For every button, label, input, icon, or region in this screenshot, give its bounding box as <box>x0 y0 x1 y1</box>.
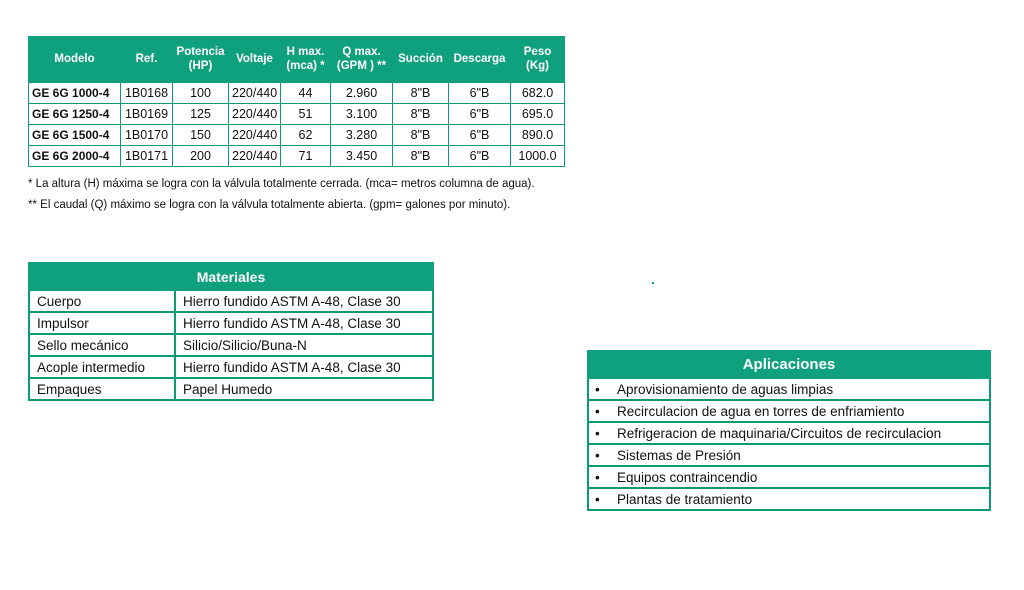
application-label: Sistemas de Presión <box>617 447 741 463</box>
bullet-icon: • <box>595 447 600 463</box>
application-label: Aprovisionamiento de aguas limpias <box>617 381 834 397</box>
cell-qmax: 2.960 <box>331 83 393 104</box>
cell-voltaje: 220/440 <box>229 83 281 104</box>
bullet-icon: • <box>595 491 600 507</box>
cell-succion: 8"B <box>393 104 449 125</box>
cell-descarga: 6"B <box>449 146 511 167</box>
bullet-icon: • <box>595 469 600 485</box>
header-hmax: H max. (mca) * <box>281 36 331 83</box>
material-value: Papel Humedo <box>175 378 433 400</box>
materials-row <box>29 356 433 378</box>
application-item <box>588 466 990 488</box>
cell-potencia: 150 <box>173 125 229 146</box>
material-value: Silicio/Silicio/Buna-N <box>175 334 433 356</box>
cell-hmax: 62 <box>281 125 331 146</box>
material-value: Hierro fundido ASTM A-48, Clase 30 <box>175 312 433 334</box>
material-part: Empaques <box>29 378 175 400</box>
footnote-qmax: ** El caudal (Q) máximo se logra con la válvula totalmente abierta. (gpm= galones por minuto). <box>28 199 511 211</box>
cell-descarga: 6"B <box>449 83 511 104</box>
cell-voltaje: 220/440 <box>229 125 281 146</box>
material-part: Acople intermedio <box>29 356 175 378</box>
cell-potencia: 200 <box>173 146 229 167</box>
cell-ref: 1B0168 <box>121 83 173 104</box>
bullet-icon: • <box>595 403 600 419</box>
cell-modelo: GE 6G 2000-4 <box>29 146 121 167</box>
material-part: Cuerpo <box>29 290 175 312</box>
cell-potencia: 125 <box>173 104 229 125</box>
application-item <box>588 422 990 444</box>
application-label: Equipos contraincendio <box>617 469 758 485</box>
cell-ref: 1B0169 <box>121 104 173 125</box>
cell-peso: 682.0 <box>511 83 565 104</box>
cell-succion: 8"B <box>393 125 449 146</box>
specs-row <box>29 104 565 125</box>
header-potencia: Potencia (HP) <box>173 36 229 83</box>
cell-voltaje: 220/440 <box>229 146 281 167</box>
material-value: Hierro fundido ASTM A-48, Clase 30 <box>175 290 433 312</box>
specs-row <box>29 125 565 146</box>
cell-descarga: 6"B <box>449 125 511 146</box>
cell-peso: 890.0 <box>511 125 565 146</box>
header-ref: Ref. <box>121 36 173 83</box>
header-succion: Succión <box>393 36 449 83</box>
materials-title: Materiales <box>29 263 433 290</box>
cell-hmax: 44 <box>281 83 331 104</box>
header-modelo: Modelo <box>29 36 121 83</box>
header-descarga: Descarga <box>449 36 511 83</box>
header-qmax: Q max. (GPM ) ** <box>331 36 393 83</box>
materials-row <box>29 290 433 312</box>
cell-modelo: GE 6G 1500-4 <box>29 125 121 146</box>
materials-row <box>29 334 433 356</box>
application-label: Recirculacion de agua en torres de enfriamiento <box>617 403 905 419</box>
materials-table <box>28 262 434 401</box>
cell-qmax: 3.100 <box>331 104 393 125</box>
header-voltaje: Voltaje <box>229 36 281 83</box>
cell-succion: 8"B <box>393 146 449 167</box>
cell-hmax: 71 <box>281 146 331 167</box>
cell-qmax: 3.450 <box>331 146 393 167</box>
cell-peso: 695.0 <box>511 104 565 125</box>
application-label: Plantas de tratamiento <box>617 491 753 507</box>
materials-row <box>29 378 433 400</box>
header-peso: Peso (Kg) <box>511 36 565 83</box>
material-part: Impulsor <box>29 312 175 334</box>
specs-row <box>29 83 565 104</box>
cell-succion: 8"B <box>393 83 449 104</box>
decorative-dot <box>652 282 654 284</box>
application-item <box>588 488 990 510</box>
material-value: Hierro fundido ASTM A-48, Clase 30 <box>175 356 433 378</box>
specs-row <box>29 146 565 167</box>
cell-qmax: 3.280 <box>331 125 393 146</box>
application-item <box>588 444 990 466</box>
bullet-icon: • <box>595 425 600 441</box>
applications-title: Aplicaciones <box>588 351 990 378</box>
applications-table <box>587 350 991 511</box>
cell-descarga: 6"B <box>449 104 511 125</box>
cell-modelo: GE 6G 1000-4 <box>29 83 121 104</box>
material-part: Sello mecánico <box>29 334 175 356</box>
cell-hmax: 51 <box>281 104 331 125</box>
cell-ref: 1B0170 <box>121 125 173 146</box>
application-item <box>588 378 990 400</box>
application-label: Refrigeracion de maquinaria/Circuitos de recirculacion <box>617 425 942 441</box>
specs-table <box>28 36 565 167</box>
footnote-hmax: * La altura (H) máxima se logra con la válvula totalmente cerrada. (mca= metros columna de agua). <box>28 178 535 190</box>
bullet-icon: • <box>595 381 600 397</box>
specs-header-row <box>29 36 565 83</box>
cell-modelo: GE 6G 1250-4 <box>29 104 121 125</box>
cell-potencia: 100 <box>173 83 229 104</box>
cell-peso: 1000.0 <box>511 146 565 167</box>
cell-voltaje: 220/440 <box>229 104 281 125</box>
application-item <box>588 400 990 422</box>
cell-ref: 1B0171 <box>121 146 173 167</box>
materials-row <box>29 312 433 334</box>
